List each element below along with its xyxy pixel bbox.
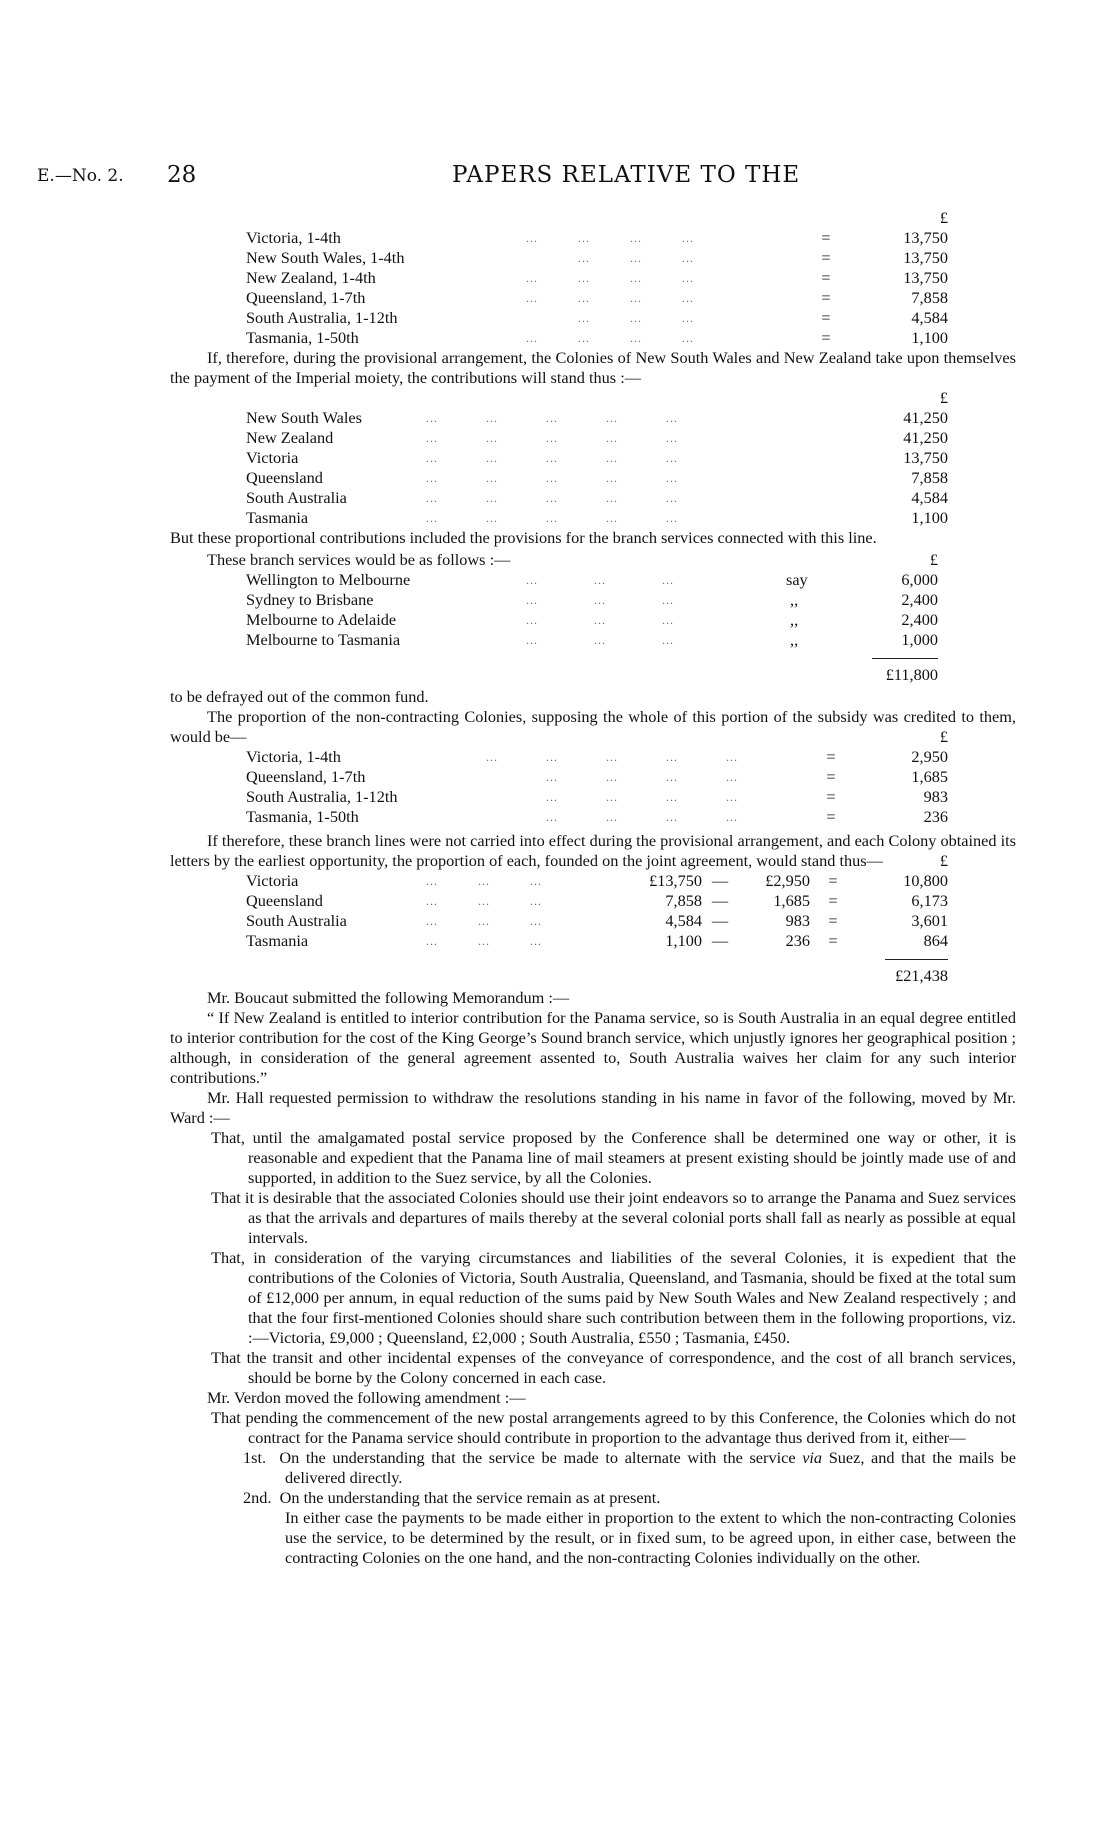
table-row: Tasmania ... ... ... 1,100 — 236 = 864 [246, 931, 948, 950]
table-row: Victoria, 1-4th ... ... ... ... = 13,750 [246, 228, 948, 247]
resolution-1: That, until the amalgamated postal service proposed by the Conference shall be determined one way or other, it is reasonable and expedient that the Panama line of mail steamers at present existing should be jointly made use of and supported, in addition to the Suez service, by all the Colonies. [211, 1128, 1016, 1187]
resolution-4: That the transit and other incidental expenses of the conveyance of correspondence, and the cost of all branch services, should be borne by the Colony concerned in each case. [211, 1348, 1016, 1387]
paragraph-branch-provisions: But these proportional contributions included the provisions for the branch services connected with this line. [170, 528, 877, 547]
resolution-3: That, in consideration of the varying circumstances and liabilities of the several Colonies, it is expedient that the contributions of the Colonies of Victoria, South Australia, Queensland, and Tasmania, should be fixed at the total sum of £12,000 per annum, in equal reduction of the sums paid by New South Wales and New Zealand respectively ; and that the four first-mentioned Colonies should share such contribution between them in the following proportions, viz. :—Victoria, £9,000 ; Queensland, £2,000 ; South Australia, £550 ; Tasmania, £450. [211, 1248, 1016, 1347]
table-net-proportions [246, 851, 948, 986]
page-title: PAPERS RELATIVE TO THE [452, 162, 801, 188]
table-quarter-shares [246, 208, 948, 348]
table-row: Victoria ... ... ... £13,750 — £2,950 = 10,800 [246, 871, 948, 890]
table-row: Queensland, 1-7th ... ... ... ... = 7,858 [246, 288, 948, 307]
table-branch-services [246, 550, 938, 685]
table-row: Tasmania, 1-50th ... ... ... ... = 1,100 [246, 328, 948, 347]
table-row: Melbourne to Tasmania ... ... ... ,, 1,000 [246, 630, 938, 649]
paragraph-hall: Mr. Hall requested permission to withdraw the resolutions standing in his name in favor of the following, moved by Mr. Ward :— [170, 1088, 1016, 1127]
amendment-intro: That pending the commencement of the new postal arrangements agreed to by this Conference, the Colonies which do not contract for the Panama service should contribute in proportion to the advantage thus derived from it, either— [211, 1408, 1016, 1447]
table-row: New South Wales, 1-4th ... ... ... = 13,750 [246, 248, 948, 267]
table-row: Melbourne to Adelaide ... ... ... ,, 2,400 [246, 610, 938, 629]
table-contributions [246, 388, 948, 528]
currency-header: £ [939, 727, 948, 746]
paragraph-common-fund: to be defrayed out of the common fund. [170, 687, 429, 706]
table-row: South Australia ... ... ... 4,584 — 983 = 3,601 [246, 911, 948, 930]
memorandum-text: “ If New Zealand is entitled to interior contribution for the Panama service, so is South Australia in an equal degree entitled to interior contribution for the cost of the King George’s Sound branch service, which unjustly ignores her geographical position ; although, in consideration of the general agreement assented to, South Australia waives her claim for any such interior contributions.” [170, 1008, 1016, 1087]
paragraph-verdon: Mr. Verdon moved the following amendment :— [207, 1388, 526, 1407]
amendment-item-2: 2nd. On the understanding that the service remain as at present. [243, 1488, 661, 1507]
page-number: 28 [167, 162, 197, 188]
table-row: New Zealand ... ... ... ... ... 41,250 [246, 428, 948, 447]
paragraph-imperial-moiety: If, therefore, during the provisional arrangement, the Colonies of New South Wales and New Zealand take upon themselves the payment of the Imperial moiety, the contributions will stand thus :— [170, 348, 1016, 387]
branch-services-total: £11,800 [872, 658, 938, 685]
table-row: Sydney to Brisbane ... ... ... ,, 2,400 [246, 590, 938, 609]
table-row: Tasmania, 1-50th ... ... ... ... = 236 [246, 807, 948, 826]
table-row: Victoria ... ... ... ... ... 13,750 [246, 448, 948, 467]
paragraph-non-contracting: The proportion of the non-contracting Colonies, supposing the whole of this portion of the subsidy was credited to them, would be— [170, 707, 1016, 746]
table-row: Victoria, 1-4th ... ... ... ... ... = 2,950 [246, 747, 948, 766]
page-body [170, 208, 1016, 1568]
net-proportions-total: £21,438 [885, 959, 948, 986]
table-row: New South Wales ... ... ... ... ... 41,250 [246, 408, 948, 427]
table-row: Wellington to Melbourne ... ... ... say 6,000 [246, 570, 938, 589]
document-reference: E.—No. 2. [37, 166, 124, 186]
currency-header: £ [939, 208, 948, 227]
table-row: Queensland, 1-7th ... ... ... ... = 1,685 [246, 767, 948, 786]
table-row: Queensland ... ... ... ... ... 7,858 [246, 468, 948, 487]
table-row: Tasmania ... ... ... ... ... 1,100 [246, 508, 948, 527]
table-row: South Australia, 1-12th ... ... ... = 4,584 [246, 308, 948, 327]
resolution-2: That it is desirable that the associated Colonies should use their joint endeavors so to arrange the Panama and Suez services as that the arrivals and departures of mails thereby at the several colonial ports shall fall as nearly as possible at equal intervals. [211, 1188, 1016, 1247]
paragraph-branch-services: These branch services would be as follows :— [207, 550, 511, 569]
amendment-item-1: 1st. On the understanding that the service be made to alternate with the service via Suez, and that the mails be delivered directly. [243, 1448, 1017, 1487]
page-header [37, 162, 1077, 192]
paragraph-boucaut: Mr. Boucaut submitted the following Memorandum :— [207, 988, 570, 1007]
table-row: South Australia, 1-12th ... ... ... ... = 983 [246, 787, 948, 806]
currency-header: £ [939, 388, 948, 407]
currency-header: £ [929, 550, 938, 569]
paragraph-branch-lines: If therefore, these branch lines were not carried into effect during the provisional arrangement, and each Colony obtained its letters by the earliest opportunity, the proportion of each, founded on the joint agreement, would stand thus— [170, 831, 1016, 870]
table-row: New Zealand, 1-4th ... ... ... ... = 13,750 [246, 268, 948, 287]
amendment-closing: In either case the payments to be made either in proportion to the extent to which the non-contracting Colonies use the service, to be determined by the result, or in fixed sum, to be agreed upon, in either case, between the contracting Colonies on the one hand, and the non-contracting Colonies individually on the other. [285, 1508, 1016, 1567]
currency-header: £ [939, 851, 948, 870]
table-subsidy-shares [246, 727, 948, 827]
table-row: South Australia ... ... ... ... ... 4,584 [246, 488, 948, 507]
table-row: Queensland ... ... ... 7,858 — 1,685 = 6,173 [246, 891, 948, 910]
